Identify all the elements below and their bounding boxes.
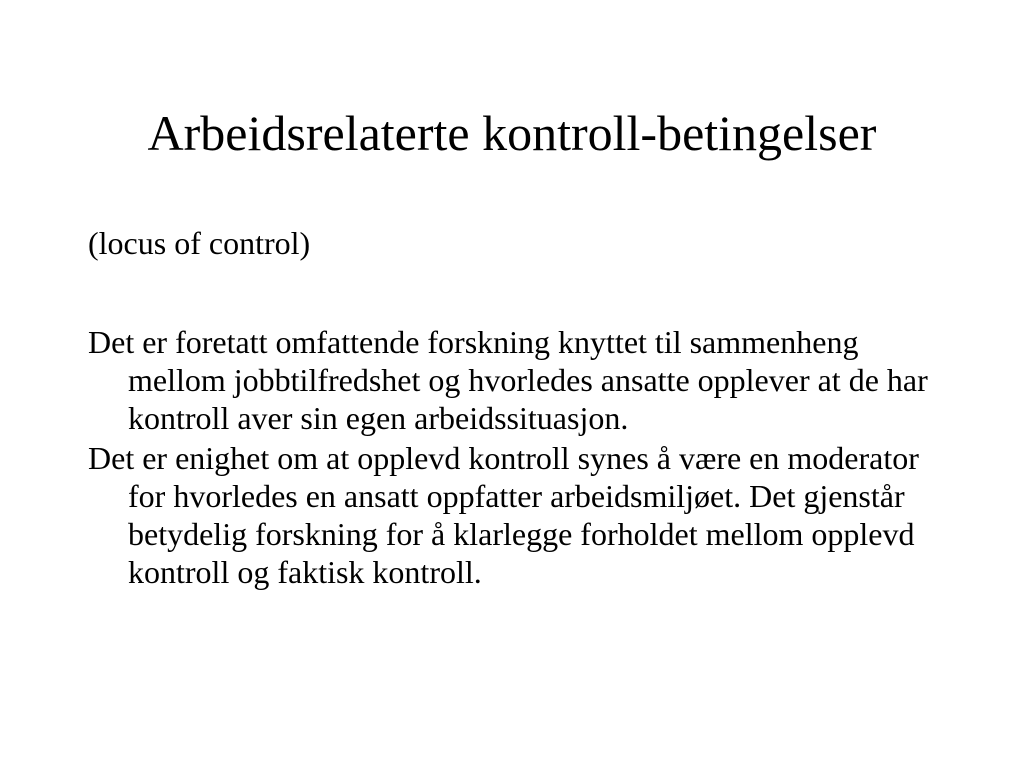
slide-subtitle: (locus of control) — [88, 225, 311, 261]
slide-body — [88, 323, 948, 593]
body-paragraph: Det er foretatt omfattende forskning knyttet til sammenheng mellom jobbtilfredshet og hvorledes ansatte opplever at de har kontroll aver sin egen arbeidssituasjon. — [88, 324, 928, 436]
slide-title: Arbeidsrelaterte kontroll-betingelser — [147, 105, 877, 161]
body-paragraph: Det er enighet om at opplevd kontroll synes å være en moderator for hvorledes en ansatt oppfatter arbeidsmiljøet. Det gjenstår betydelig forskning for å klarlegge forholdet mellom opplevd kontroll og faktisk kontroll. — [88, 440, 919, 590]
